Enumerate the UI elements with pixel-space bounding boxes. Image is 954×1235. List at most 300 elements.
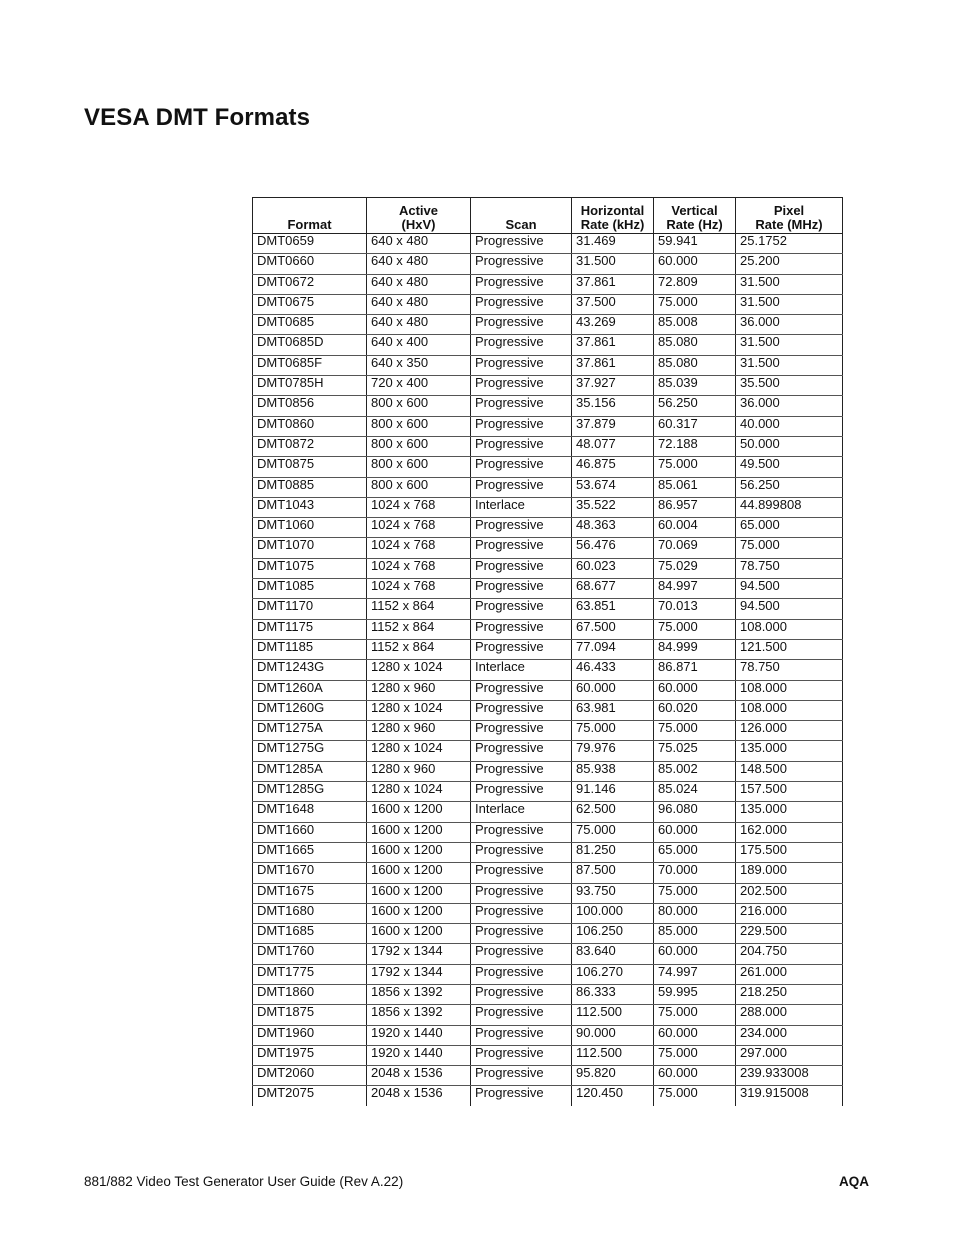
cell-scan: Progressive bbox=[471, 721, 572, 741]
cell-active-resolution: 1600 x 1200 bbox=[367, 903, 471, 923]
cell-format: DMT0660 bbox=[253, 254, 367, 274]
cell-active-resolution: 1280 x 1024 bbox=[367, 782, 471, 802]
cell-scan: Progressive bbox=[471, 518, 572, 538]
table-row bbox=[253, 721, 843, 741]
cell-pixel-rate: 94.500 bbox=[736, 579, 843, 599]
cell-format: DMT1860 bbox=[253, 984, 367, 1004]
cell-horizontal-rate: 35.156 bbox=[572, 396, 654, 416]
cell-vertical-rate: 75.000 bbox=[654, 294, 736, 314]
cell-format: DMT1060 bbox=[253, 518, 367, 538]
cell-format: DMT1260G bbox=[253, 700, 367, 720]
cell-vertical-rate: 60.000 bbox=[654, 944, 736, 964]
cell-vertical-rate: 85.000 bbox=[654, 924, 736, 944]
cell-horizontal-rate: 48.077 bbox=[572, 436, 654, 456]
cell-active-resolution: 640 x 480 bbox=[367, 234, 471, 254]
cell-active-resolution: 800 x 600 bbox=[367, 457, 471, 477]
cell-active-resolution: 2048 x 1536 bbox=[367, 1086, 471, 1106]
cell-format: DMT1085 bbox=[253, 579, 367, 599]
cell-vertical-rate: 70.013 bbox=[654, 599, 736, 619]
cell-scan: Progressive bbox=[471, 761, 572, 781]
cell-vertical-rate: 75.000 bbox=[654, 457, 736, 477]
table-row bbox=[253, 883, 843, 903]
cell-horizontal-rate: 46.875 bbox=[572, 457, 654, 477]
cell-vertical-rate: 85.024 bbox=[654, 782, 736, 802]
cell-horizontal-rate: 37.500 bbox=[572, 294, 654, 314]
cell-format: DMT1685 bbox=[253, 924, 367, 944]
cell-vertical-rate: 59.995 bbox=[654, 984, 736, 1004]
column-header-line: Vertical bbox=[671, 203, 718, 218]
cell-scan: Progressive bbox=[471, 599, 572, 619]
cell-pixel-rate: 108.000 bbox=[736, 700, 843, 720]
cell-active-resolution: 1600 x 1200 bbox=[367, 842, 471, 862]
table-header-row bbox=[253, 198, 843, 234]
cell-horizontal-rate: 35.522 bbox=[572, 497, 654, 517]
cell-format: DMT1648 bbox=[253, 802, 367, 822]
column-header-line: Rate (MHz) bbox=[755, 217, 823, 232]
table-row bbox=[253, 842, 843, 862]
cell-pixel-rate: 148.500 bbox=[736, 761, 843, 781]
cell-format: DMT1665 bbox=[253, 842, 367, 862]
column-header-line: Scan bbox=[505, 217, 537, 232]
cell-scan: Progressive bbox=[471, 579, 572, 599]
column-header-line: Active bbox=[398, 203, 439, 218]
cell-format: DMT1170 bbox=[253, 599, 367, 619]
table-row bbox=[253, 660, 843, 680]
cell-scan: Interlace bbox=[471, 497, 572, 517]
cell-scan: Progressive bbox=[471, 1005, 572, 1025]
cell-active-resolution: 640 x 350 bbox=[367, 355, 471, 375]
cell-pixel-rate: 75.000 bbox=[736, 538, 843, 558]
cell-pixel-rate: 189.000 bbox=[736, 863, 843, 883]
cell-vertical-rate: 85.061 bbox=[654, 477, 736, 497]
table-row bbox=[253, 964, 843, 984]
cell-pixel-rate: 94.500 bbox=[736, 599, 843, 619]
cell-vertical-rate: 72.188 bbox=[654, 436, 736, 456]
cell-scan: Progressive bbox=[471, 335, 572, 355]
cell-format: DMT1243G bbox=[253, 660, 367, 680]
cell-pixel-rate: 204.750 bbox=[736, 944, 843, 964]
cell-horizontal-rate: 60.000 bbox=[572, 680, 654, 700]
cell-active-resolution: 640 x 480 bbox=[367, 274, 471, 294]
cell-horizontal-rate: 63.981 bbox=[572, 700, 654, 720]
cell-active-resolution: 640 x 400 bbox=[367, 335, 471, 355]
cell-active-resolution: 1280 x 1024 bbox=[367, 700, 471, 720]
cell-horizontal-rate: 112.500 bbox=[572, 1005, 654, 1025]
cell-vertical-rate: 80.000 bbox=[654, 903, 736, 923]
cell-horizontal-rate: 62.500 bbox=[572, 802, 654, 822]
cell-active-resolution: 800 x 600 bbox=[367, 416, 471, 436]
cell-vertical-rate: 96.080 bbox=[654, 802, 736, 822]
cell-horizontal-rate: 37.861 bbox=[572, 274, 654, 294]
table-row bbox=[253, 457, 843, 477]
cell-active-resolution: 1600 x 1200 bbox=[367, 822, 471, 842]
cell-horizontal-rate: 68.677 bbox=[572, 579, 654, 599]
cell-horizontal-rate: 48.363 bbox=[572, 518, 654, 538]
column-header-line: Rate (kHz) bbox=[580, 217, 645, 232]
cell-horizontal-rate: 63.851 bbox=[572, 599, 654, 619]
table-body bbox=[253, 234, 843, 1106]
cell-format: DMT0685D bbox=[253, 335, 367, 355]
cell-horizontal-rate: 106.270 bbox=[572, 964, 654, 984]
cell-scan: Progressive bbox=[471, 396, 572, 416]
cell-pixel-rate: 31.500 bbox=[736, 294, 843, 314]
cell-horizontal-rate: 37.861 bbox=[572, 335, 654, 355]
cell-active-resolution: 1024 x 768 bbox=[367, 518, 471, 538]
column-header-vertical-rate bbox=[654, 198, 736, 234]
cell-pixel-rate: 78.750 bbox=[736, 660, 843, 680]
cell-horizontal-rate: 56.476 bbox=[572, 538, 654, 558]
cell-active-resolution: 1792 x 1344 bbox=[367, 964, 471, 984]
cell-scan: Progressive bbox=[471, 274, 572, 294]
table-row bbox=[253, 396, 843, 416]
cell-format: DMT1875 bbox=[253, 1005, 367, 1025]
cell-horizontal-rate: 60.023 bbox=[572, 558, 654, 578]
cell-active-resolution: 1024 x 768 bbox=[367, 579, 471, 599]
cell-active-resolution: 1792 x 1344 bbox=[367, 944, 471, 964]
cell-vertical-rate: 59.941 bbox=[654, 234, 736, 254]
table-row bbox=[253, 599, 843, 619]
cell-scan: Progressive bbox=[471, 558, 572, 578]
cell-scan: Progressive bbox=[471, 294, 572, 314]
cell-active-resolution: 640 x 480 bbox=[367, 294, 471, 314]
cell-format: DMT1775 bbox=[253, 964, 367, 984]
table-row bbox=[253, 761, 843, 781]
table-row bbox=[253, 680, 843, 700]
cell-format: DMT1285A bbox=[253, 761, 367, 781]
page-title: VESA DMT Formats bbox=[84, 104, 311, 131]
cell-scan: Progressive bbox=[471, 315, 572, 335]
table-row bbox=[253, 863, 843, 883]
cell-active-resolution: 800 x 600 bbox=[367, 396, 471, 416]
cell-pixel-rate: 78.750 bbox=[736, 558, 843, 578]
cell-vertical-rate: 60.020 bbox=[654, 700, 736, 720]
column-header-line: Horizontal bbox=[580, 203, 645, 218]
cell-vertical-rate: 56.250 bbox=[654, 396, 736, 416]
cell-horizontal-rate: 81.250 bbox=[572, 842, 654, 862]
cell-format: DMT0856 bbox=[253, 396, 367, 416]
cell-pixel-rate: 108.000 bbox=[736, 680, 843, 700]
cell-vertical-rate: 74.997 bbox=[654, 964, 736, 984]
table-row bbox=[253, 274, 843, 294]
cell-scan: Progressive bbox=[471, 619, 572, 639]
cell-format: DMT1275A bbox=[253, 721, 367, 741]
cell-pixel-rate: 40.000 bbox=[736, 416, 843, 436]
cell-pixel-rate: 31.500 bbox=[736, 355, 843, 375]
cell-format: DMT0685F bbox=[253, 355, 367, 375]
cell-active-resolution: 1920 x 1440 bbox=[367, 1045, 471, 1065]
cell-vertical-rate: 75.000 bbox=[654, 619, 736, 639]
cell-horizontal-rate: 79.976 bbox=[572, 741, 654, 761]
cell-vertical-rate: 60.000 bbox=[654, 254, 736, 274]
cell-format: DMT1660 bbox=[253, 822, 367, 842]
cell-active-resolution: 1600 x 1200 bbox=[367, 883, 471, 903]
cell-horizontal-rate: 37.879 bbox=[572, 416, 654, 436]
cell-format: DMT0860 bbox=[253, 416, 367, 436]
cell-vertical-rate: 85.039 bbox=[654, 376, 736, 396]
cell-format: DMT1070 bbox=[253, 538, 367, 558]
cell-scan: Progressive bbox=[471, 903, 572, 923]
footer-document-title: 881/882 Video Test Generator User Guide (Rev A.22) bbox=[84, 1174, 404, 1189]
cell-active-resolution: 1856 x 1392 bbox=[367, 1005, 471, 1025]
cell-vertical-rate: 85.008 bbox=[654, 315, 736, 335]
cell-vertical-rate: 75.000 bbox=[654, 1045, 736, 1065]
cell-scan: Interlace bbox=[471, 802, 572, 822]
cell-scan: Progressive bbox=[471, 254, 572, 274]
cell-active-resolution: 1600 x 1200 bbox=[367, 863, 471, 883]
cell-scan: Interlace bbox=[471, 660, 572, 680]
cell-scan: Progressive bbox=[471, 376, 572, 396]
cell-active-resolution: 1280 x 1024 bbox=[367, 741, 471, 761]
cell-format: DMT0885 bbox=[253, 477, 367, 497]
cell-scan: Progressive bbox=[471, 924, 572, 944]
formats-table-container bbox=[252, 197, 843, 1106]
cell-horizontal-rate: 120.450 bbox=[572, 1086, 654, 1106]
cell-format: DMT1175 bbox=[253, 619, 367, 639]
cell-pixel-rate: 35.500 bbox=[736, 376, 843, 396]
cell-horizontal-rate: 100.000 bbox=[572, 903, 654, 923]
cell-pixel-rate: 234.000 bbox=[736, 1025, 843, 1045]
table-row bbox=[253, 335, 843, 355]
cell-scan: Progressive bbox=[471, 863, 572, 883]
cell-horizontal-rate: 95.820 bbox=[572, 1066, 654, 1086]
cell-horizontal-rate: 75.000 bbox=[572, 822, 654, 842]
cell-pixel-rate: 135.000 bbox=[736, 741, 843, 761]
cell-scan: Progressive bbox=[471, 477, 572, 497]
cell-horizontal-rate: 31.500 bbox=[572, 254, 654, 274]
cell-format: DMT1275G bbox=[253, 741, 367, 761]
cell-active-resolution: 640 x 480 bbox=[367, 254, 471, 274]
cell-vertical-rate: 60.000 bbox=[654, 680, 736, 700]
cell-pixel-rate: 218.250 bbox=[736, 984, 843, 1004]
cell-vertical-rate: 75.000 bbox=[654, 883, 736, 903]
cell-active-resolution: 1280 x 960 bbox=[367, 680, 471, 700]
cell-pixel-rate: 49.500 bbox=[736, 457, 843, 477]
column-header-line: Format bbox=[287, 217, 332, 232]
cell-active-resolution: 1152 x 864 bbox=[367, 599, 471, 619]
cell-active-resolution: 1280 x 960 bbox=[367, 721, 471, 741]
column-header-horizontal-rate bbox=[572, 198, 654, 234]
cell-vertical-rate: 85.080 bbox=[654, 335, 736, 355]
table-row bbox=[253, 802, 843, 822]
cell-scan: Progressive bbox=[471, 538, 572, 558]
cell-pixel-rate: 157.500 bbox=[736, 782, 843, 802]
cell-scan: Progressive bbox=[471, 944, 572, 964]
cell-horizontal-rate: 37.927 bbox=[572, 376, 654, 396]
cell-vertical-rate: 60.317 bbox=[654, 416, 736, 436]
cell-pixel-rate: 319.915008 bbox=[736, 1086, 843, 1106]
cell-active-resolution: 800 x 600 bbox=[367, 436, 471, 456]
cell-pixel-rate: 202.500 bbox=[736, 883, 843, 903]
cell-pixel-rate: 239.933008 bbox=[736, 1066, 843, 1086]
cell-vertical-rate: 84.997 bbox=[654, 579, 736, 599]
cell-format: DMT0675 bbox=[253, 294, 367, 314]
cell-format: DMT1260A bbox=[253, 680, 367, 700]
cell-pixel-rate: 121.500 bbox=[736, 639, 843, 659]
cell-pixel-rate: 288.000 bbox=[736, 1005, 843, 1025]
cell-vertical-rate: 60.000 bbox=[654, 1025, 736, 1045]
cell-format: DMT1075 bbox=[253, 558, 367, 578]
table-row bbox=[253, 700, 843, 720]
cell-vertical-rate: 75.000 bbox=[654, 721, 736, 741]
cell-active-resolution: 1920 x 1440 bbox=[367, 1025, 471, 1045]
table-row bbox=[253, 315, 843, 335]
cell-scan: Progressive bbox=[471, 1045, 572, 1065]
cell-pixel-rate: 25.1752 bbox=[736, 234, 843, 254]
column-header-line: Rate (Hz) bbox=[666, 217, 723, 232]
table-row bbox=[253, 984, 843, 1004]
cell-vertical-rate: 60.000 bbox=[654, 1066, 736, 1086]
cell-format: DMT0685 bbox=[253, 315, 367, 335]
table-row bbox=[253, 1086, 843, 1106]
cell-horizontal-rate: 90.000 bbox=[572, 1025, 654, 1045]
cell-vertical-rate: 60.004 bbox=[654, 518, 736, 538]
cell-vertical-rate: 84.999 bbox=[654, 639, 736, 659]
table-row bbox=[253, 782, 843, 802]
table-row bbox=[253, 924, 843, 944]
cell-active-resolution: 1600 x 1200 bbox=[367, 924, 471, 944]
column-header-line: (HxV) bbox=[401, 217, 436, 232]
cell-horizontal-rate: 93.750 bbox=[572, 883, 654, 903]
cell-pixel-rate: 25.200 bbox=[736, 254, 843, 274]
cell-format: DMT1975 bbox=[253, 1045, 367, 1065]
cell-vertical-rate: 85.080 bbox=[654, 355, 736, 375]
table-row bbox=[253, 619, 843, 639]
cell-scan: Progressive bbox=[471, 680, 572, 700]
table-row bbox=[253, 1005, 843, 1025]
cell-active-resolution: 1024 x 768 bbox=[367, 538, 471, 558]
cell-vertical-rate: 85.002 bbox=[654, 761, 736, 781]
column-header-active-resolution bbox=[367, 198, 471, 234]
table-row bbox=[253, 944, 843, 964]
cell-scan: Progressive bbox=[471, 1066, 572, 1086]
cell-format: DMT1960 bbox=[253, 1025, 367, 1045]
cell-horizontal-rate: 112.500 bbox=[572, 1045, 654, 1065]
cell-horizontal-rate: 75.000 bbox=[572, 721, 654, 741]
cell-format: DMT1670 bbox=[253, 863, 367, 883]
cell-pixel-rate: 297.000 bbox=[736, 1045, 843, 1065]
cell-format: DMT1680 bbox=[253, 903, 367, 923]
cell-pixel-rate: 216.000 bbox=[736, 903, 843, 923]
table-row bbox=[253, 1025, 843, 1045]
cell-horizontal-rate: 85.938 bbox=[572, 761, 654, 781]
cell-horizontal-rate: 91.146 bbox=[572, 782, 654, 802]
table-row bbox=[253, 1066, 843, 1086]
table-row bbox=[253, 639, 843, 659]
footer-section-label: AQA bbox=[839, 1174, 869, 1189]
cell-scan: Progressive bbox=[471, 416, 572, 436]
cell-format: DMT0875 bbox=[253, 457, 367, 477]
cell-horizontal-rate: 86.333 bbox=[572, 984, 654, 1004]
cell-scan: Progressive bbox=[471, 984, 572, 1004]
table-row bbox=[253, 436, 843, 456]
cell-vertical-rate: 75.000 bbox=[654, 1005, 736, 1025]
table-row bbox=[253, 1045, 843, 1065]
column-header-format bbox=[253, 198, 367, 234]
table-row bbox=[253, 903, 843, 923]
cell-scan: Progressive bbox=[471, 700, 572, 720]
cell-format: DMT2075 bbox=[253, 1086, 367, 1106]
cell-scan: Progressive bbox=[471, 639, 572, 659]
cell-pixel-rate: 229.500 bbox=[736, 924, 843, 944]
cell-pixel-rate: 44.899808 bbox=[736, 497, 843, 517]
cell-horizontal-rate: 46.433 bbox=[572, 660, 654, 680]
table-row bbox=[253, 234, 843, 254]
cell-pixel-rate: 126.000 bbox=[736, 721, 843, 741]
table-row bbox=[253, 355, 843, 375]
cell-pixel-rate: 31.500 bbox=[736, 335, 843, 355]
cell-horizontal-rate: 106.250 bbox=[572, 924, 654, 944]
cell-pixel-rate: 162.000 bbox=[736, 822, 843, 842]
cell-scan: Progressive bbox=[471, 1025, 572, 1045]
cell-format: DMT0872 bbox=[253, 436, 367, 456]
cell-pixel-rate: 65.000 bbox=[736, 518, 843, 538]
cell-format: DMT0672 bbox=[253, 274, 367, 294]
table-row bbox=[253, 416, 843, 436]
cell-active-resolution: 2048 x 1536 bbox=[367, 1066, 471, 1086]
cell-format: DMT0785H bbox=[253, 376, 367, 396]
cell-scan: Progressive bbox=[471, 782, 572, 802]
table-row bbox=[253, 477, 843, 497]
cell-scan: Progressive bbox=[471, 964, 572, 984]
table-row bbox=[253, 579, 843, 599]
table-row bbox=[253, 254, 843, 274]
cell-pixel-rate: 261.000 bbox=[736, 964, 843, 984]
cell-pixel-rate: 175.500 bbox=[736, 842, 843, 862]
column-header-line: Pixel bbox=[773, 203, 805, 218]
cell-horizontal-rate: 37.861 bbox=[572, 355, 654, 375]
cell-pixel-rate: 31.500 bbox=[736, 274, 843, 294]
cell-vertical-rate: 75.029 bbox=[654, 558, 736, 578]
cell-vertical-rate: 70.069 bbox=[654, 538, 736, 558]
cell-format: DMT2060 bbox=[253, 1066, 367, 1086]
cell-active-resolution: 720 x 400 bbox=[367, 376, 471, 396]
cell-vertical-rate: 75.000 bbox=[654, 1086, 736, 1106]
cell-horizontal-rate: 53.674 bbox=[572, 477, 654, 497]
cell-scan: Progressive bbox=[471, 883, 572, 903]
cell-pixel-rate: 36.000 bbox=[736, 396, 843, 416]
cell-format: DMT1675 bbox=[253, 883, 367, 903]
cell-active-resolution: 1280 x 1024 bbox=[367, 660, 471, 680]
cell-vertical-rate: 86.871 bbox=[654, 660, 736, 680]
cell-scan: Progressive bbox=[471, 234, 572, 254]
cell-format: DMT1760 bbox=[253, 944, 367, 964]
cell-format: DMT0659 bbox=[253, 234, 367, 254]
cell-horizontal-rate: 77.094 bbox=[572, 639, 654, 659]
cell-horizontal-rate: 83.640 bbox=[572, 944, 654, 964]
cell-pixel-rate: 36.000 bbox=[736, 315, 843, 335]
cell-horizontal-rate: 87.500 bbox=[572, 863, 654, 883]
table-row bbox=[253, 741, 843, 761]
cell-active-resolution: 1152 x 864 bbox=[367, 639, 471, 659]
column-header-scan bbox=[471, 198, 572, 234]
cell-active-resolution: 800 x 600 bbox=[367, 477, 471, 497]
cell-pixel-rate: 135.000 bbox=[736, 802, 843, 822]
table-row bbox=[253, 294, 843, 314]
table-row bbox=[253, 376, 843, 396]
cell-pixel-rate: 50.000 bbox=[736, 436, 843, 456]
cell-horizontal-rate: 31.469 bbox=[572, 234, 654, 254]
cell-active-resolution: 1024 x 768 bbox=[367, 497, 471, 517]
table-row bbox=[253, 538, 843, 558]
cell-active-resolution: 640 x 480 bbox=[367, 315, 471, 335]
cell-scan: Progressive bbox=[471, 457, 572, 477]
cell-vertical-rate: 70.000 bbox=[654, 863, 736, 883]
column-header-pixel-rate bbox=[736, 198, 843, 234]
cell-active-resolution: 1600 x 1200 bbox=[367, 802, 471, 822]
cell-vertical-rate: 60.000 bbox=[654, 822, 736, 842]
cell-active-resolution: 1856 x 1392 bbox=[367, 984, 471, 1004]
cell-format: DMT1185 bbox=[253, 639, 367, 659]
